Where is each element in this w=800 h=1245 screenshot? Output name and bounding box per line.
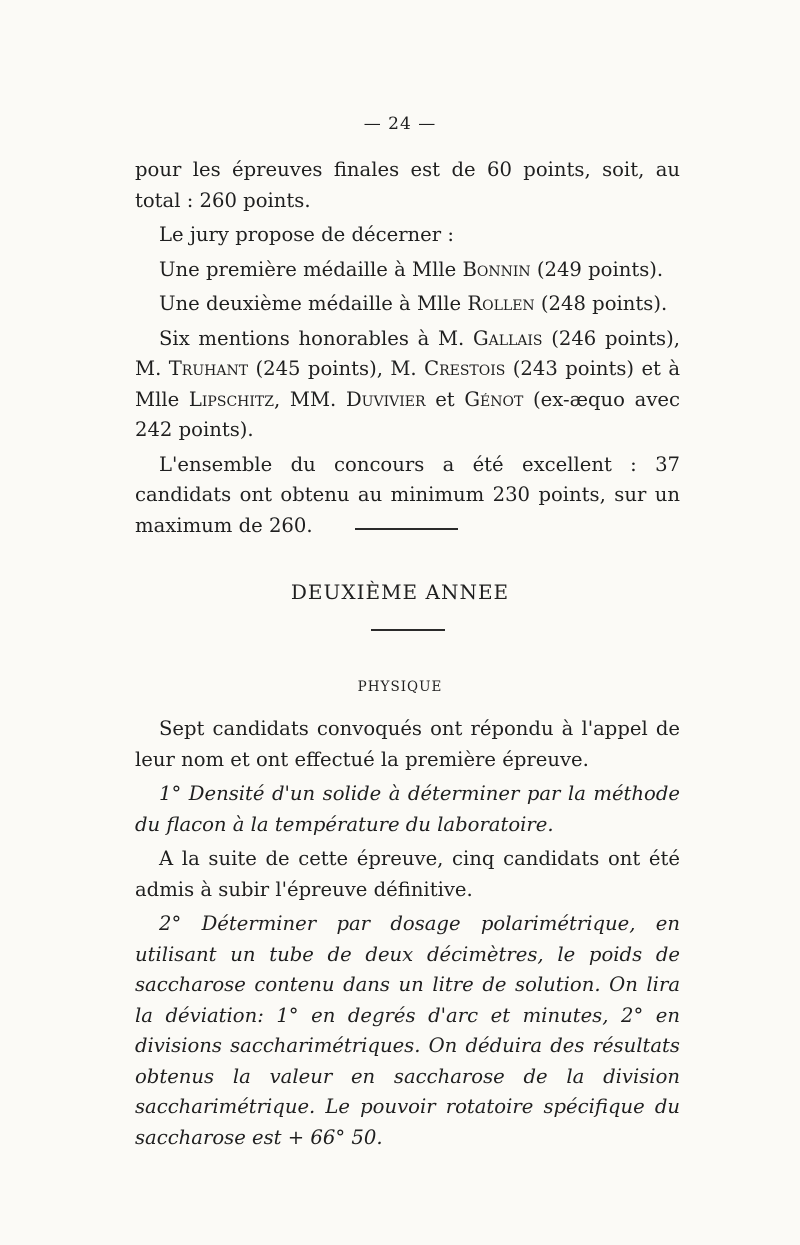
- mentions-text-g: (ex-æquo avec 242 points).: [135, 387, 680, 441]
- text-block-physique: [135, 714, 680, 1157]
- name-duvivier: Duvivier: [345, 387, 426, 411]
- name-crestois: Crestois: [424, 357, 506, 380]
- mentions-text-d: (243 points) et à Mlle: [135, 357, 681, 411]
- paragraph-summary: L'ensemble du concours a été excellent : 37 candidats ont obtenu au minimum 230 points, sur un maximum de 260.: [135, 452, 680, 537]
- paragraph-second-medal: [135, 289, 680, 320]
- name-lipschitz: Lipschitz: [188, 387, 274, 411]
- second-medal-points: (248 points).: [534, 292, 668, 315]
- paragraph-first-medal: [135, 255, 680, 286]
- paragraph-candidates: Sept candidats convoqués ont répondu à l'appel de leur nom et ont effectué la première épreuve.: [135, 717, 680, 771]
- section-title: DEUXIÈME ANNEE: [290, 580, 510, 604]
- paragraph-jury: Le jury propose de décerner :: [159, 223, 454, 246]
- paragraph-exercise-1: 1° Densité d'un solide à déterminer par la méthode du flacon à la température du laboratoire.: [135, 782, 680, 836]
- first-medal-points: (249 points).: [530, 257, 664, 281]
- name-truhant: Truhant: [168, 357, 249, 380]
- first-medal-text: Une première médaille à Mlle: [159, 257, 463, 281]
- text-block-top: [135, 155, 680, 545]
- divider-rule-top: [355, 528, 458, 530]
- second-medal-text: Une deuxième médaille à Mlle: [159, 292, 468, 315]
- name-gallais: Gallais: [472, 326, 543, 350]
- mentions-text-e: , MM.: [273, 387, 346, 411]
- name-genot: Génot: [464, 387, 524, 411]
- name-bonnin: Bonnin: [462, 257, 531, 281]
- divider-rule-bottom: [371, 629, 445, 631]
- name-rollen: Rollen: [467, 292, 535, 315]
- mentions-text-c: (245 points), M.: [248, 357, 425, 380]
- subsection-title: PHYSIQUE: [357, 679, 443, 695]
- paragraph-continuation: pour les épreuves finales est de 60 points, soit, au total : 260 points.: [135, 158, 680, 212]
- paragraph-admitted: A la suite de cette épreuve, cinq candidats ont été admis à subir l'épreuve définitive.: [135, 847, 680, 901]
- paragraph-mentions: [135, 324, 680, 446]
- mentions-text-a: Six mentions honorables à M.: [159, 326, 473, 350]
- mentions-text-f: et: [425, 387, 465, 411]
- mentions-text-b: (246 points), M.: [135, 326, 680, 380]
- page-number: — 24 —: [363, 114, 437, 134]
- paragraph-exercise-2: 2° Déterminer par dosage polarimétrique, en utilisant un tube de deux décimètres, le poids de saccharose contenu dans un litre de solution. On lira la déviation: 1° en degrés d'arc et minutes, 2° en divisions saccharimétriques. On déduira des résultats obtenus la valeur en saccharose de la division saccharimétrique. Le pouvoir rotatoire spécifique du saccharose est + 66° 50.: [135, 912, 680, 1149]
